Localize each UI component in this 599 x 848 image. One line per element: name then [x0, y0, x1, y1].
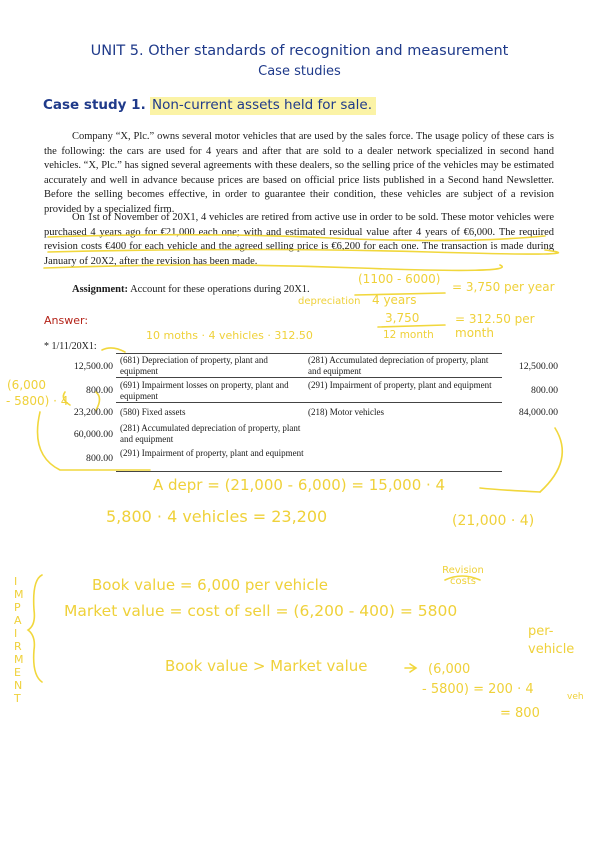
debit-amount-5: 800.00 [86, 453, 113, 464]
credit-amount-1: 12,500.00 [518, 361, 558, 372]
case-study-title: Non-current assets held for sale. [150, 97, 376, 115]
credit-account-2: (291) Impairment of property, plant and equipment [308, 380, 492, 390]
hw-cost-total: (21,000 · 4) [452, 513, 535, 529]
hw-monthly-denominator: 12 month [383, 329, 434, 341]
hw-impairment-side-label: IMPAIRMENT [14, 575, 24, 705]
debit-account-3: (580) Fixed assets [120, 407, 186, 417]
debit-amount-2: 800.00 [86, 385, 113, 396]
debit-account-1: (681) Depreciation of property, plant and equipment [120, 355, 268, 376]
hw-diff-2: - 5800) = 200 · 4 [422, 682, 534, 697]
journal-date: * 1/11/20X1: [44, 341, 97, 352]
hw-impair-calc-2: - 5800) · 4 [6, 394, 69, 408]
hw-per-vehicle: per- vehicle [528, 624, 575, 657]
unit-title: UNIT 5. Other standards of recognition and measurement [90, 43, 509, 59]
underline-transaction [44, 265, 502, 270]
hw-revision-costs: Revision costs [442, 565, 484, 587]
credit-account-3: (218) Motor vehicles [308, 407, 384, 417]
hw-comparison: Book value > Market value [165, 657, 368, 675]
hw-monthly-numerator: 3,750 [385, 311, 420, 325]
hw-market-value: Market value = cost of sell = (6,200 - 400) = 5800 [64, 602, 458, 620]
assignment-text: Account for these operations during 20X1. [130, 284, 310, 295]
hw-diff-result: = 800 [500, 706, 540, 721]
paragraph-2-text: On 1st of November of 20X1, 4 vehicles are retired from active use in order to be sold. These motor vehicles were purchased 4 years ago for €21,000 each one; with and estimated residual value after 4 years of €6,000. The required revision costs €400 for each vehicle and the agreed selling price is €6,200 for each one. The transaction is made during January of 20X2, after the revision has been made. [44, 212, 554, 267]
underline-prices [48, 250, 558, 255]
credit-amount-2: 800.00 [531, 385, 558, 396]
debit-amount-1: 12,500.00 [73, 361, 113, 372]
table-top-rule [116, 353, 502, 354]
hw-dep-label: depreciation [298, 296, 361, 307]
hw-book-value: Book value = 6,000 per vehicle [92, 576, 328, 594]
underline-vehicles [48, 235, 545, 241]
hw-fixed-assets: 5,800 · 4 vehicles = 23,200 [106, 507, 328, 526]
hw-dep-result: = 3,750 per year [452, 280, 555, 294]
table-bottom-rule [116, 471, 502, 472]
hw-impair-calc-1: (6,000 [7, 378, 47, 392]
case-study-label: Case study 1. [43, 97, 146, 113]
debit-account-5: (291) Impairment of property, plant and equipment [120, 448, 304, 458]
assignment-label: Assignment: [72, 284, 129, 295]
hw-accum-dep: A depr = (21,000 - 6,000) = 15,000 · 4 [153, 476, 446, 494]
hw-dep-denominator: 4 years [372, 293, 417, 307]
credit-amount-3: 84,000.00 [518, 407, 558, 418]
hw-diff-unit: veh [567, 692, 584, 702]
hw-ten-months: 10 moths · 4 vehicles · 312.50 [146, 329, 313, 342]
table-row-rule-1 [116, 377, 502, 378]
hw-diff-1: (6,000 [428, 662, 471, 677]
debit-account-2: (691) Impairment losses on property, plant and equipment [120, 380, 289, 401]
case-studies-subtitle: Case studies [258, 64, 341, 79]
assignment [72, 284, 310, 295]
debit-amount-4: 60,000.00 [73, 429, 113, 440]
answer-label: Answer: [44, 314, 89, 327]
paragraph-1-text: Company “X, Plc.” owns several motor vehicles that are used by the sales force. The usage policy of these cars is the following: the cars are used for 4 years and after that are sold to a dealer network specialized in second hand vehicles. “X, Plc.” has signed several agreements with these dealers, so the selling price of the vehicles may be estimated accurately and well in advance because prices are based on official price lists published in a Second hand Newsletter. Before the selling becomes effective, in order to guarantee their condition, these vehicles are subject of a revision provided by a specialized firm. [44, 131, 554, 215]
table-row-rule-2 [116, 402, 502, 403]
debit-amount-3: 23,200.00 [73, 407, 113, 418]
debit-account-4: (281) Accumulated depreciation of property, plant and equipment [120, 423, 301, 444]
credit-account-1: (281) Accumulated depreciation of property, plant and equipment [308, 355, 489, 376]
hw-dep-numerator: (1100 - 6000) [358, 272, 441, 286]
hw-monthly-result: = 312.50 per month [455, 312, 535, 340]
